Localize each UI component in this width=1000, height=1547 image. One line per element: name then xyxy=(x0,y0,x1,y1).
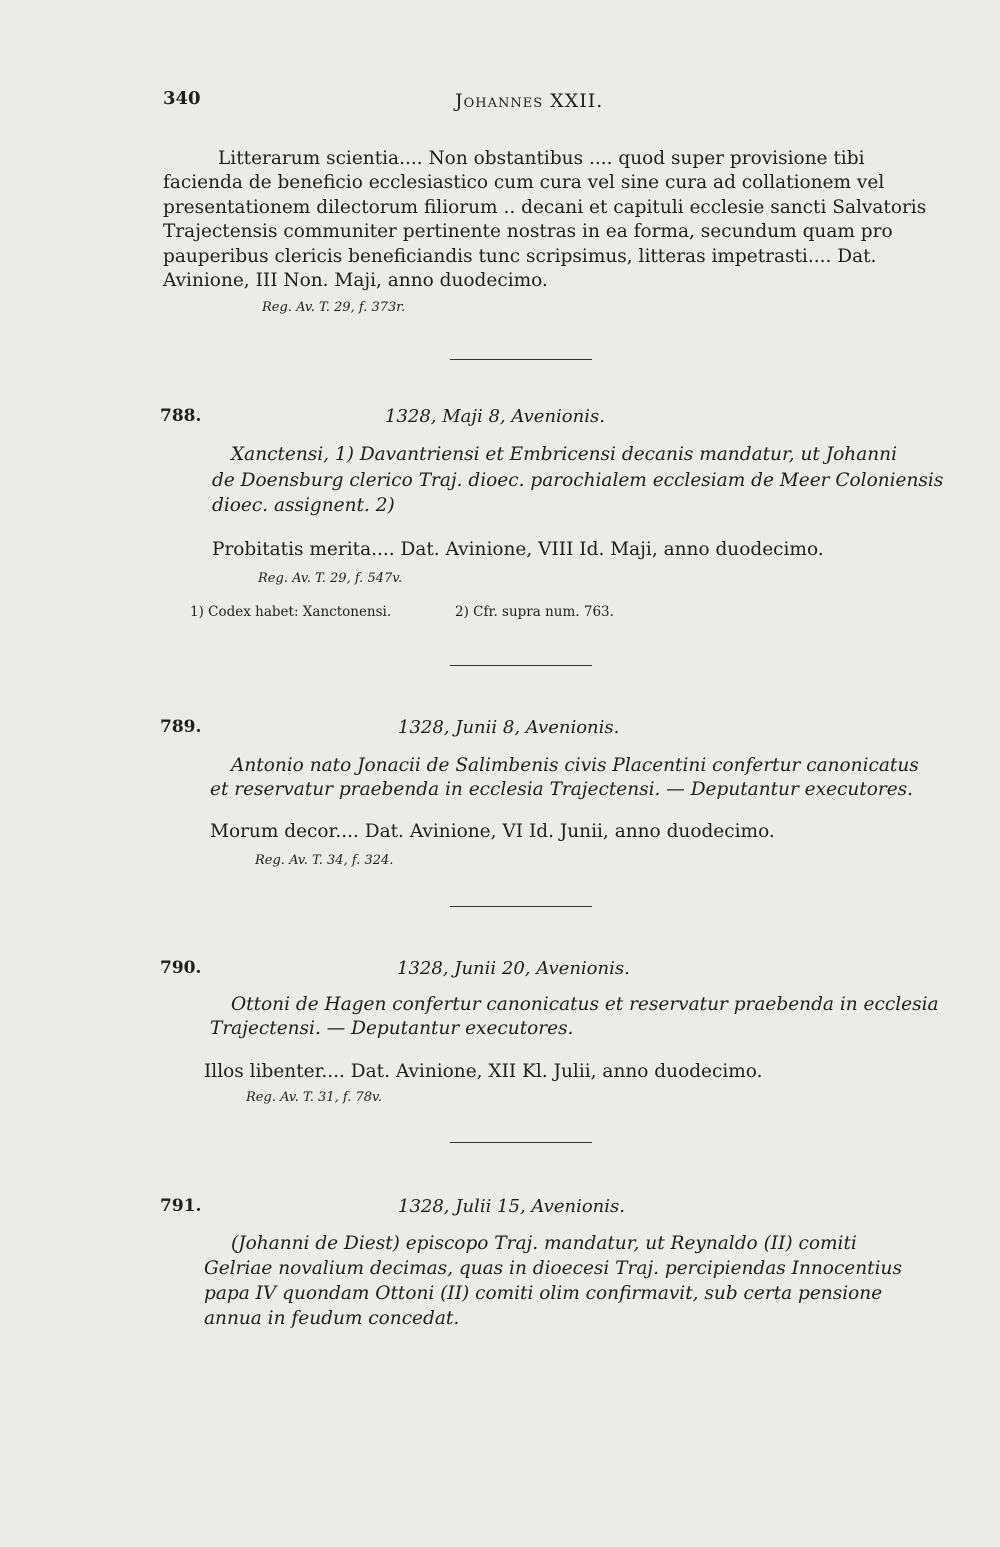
entry-number: 791. xyxy=(160,1196,202,1216)
entry-date: 1328, Julii 15, Avenionis. xyxy=(398,1196,625,1217)
entry-summary-line: Trajectensi. — Deputantur executores. xyxy=(210,1018,574,1039)
entry-summary-line: Gelriae novalium decimas, quas in dioecesi Traj. percipiendas Innocentius xyxy=(204,1258,902,1279)
entry-summary-line: annua in feudum concedat. xyxy=(204,1308,460,1329)
entry-summary-line: Ottoni de Hagen confertur canonicatus et reservatur praebenda in ecclesia xyxy=(231,994,939,1015)
footnote: 2) Cfr. supra num. 763. xyxy=(455,604,614,620)
entry-date: 1328, Junii 20, Avenionis. xyxy=(397,958,630,979)
section-divider xyxy=(450,1142,592,1143)
running-title: Johannes XXII. xyxy=(455,90,604,112)
entry-text: Illos libenter.... Dat. Avinione, XII Kl. Julii, anno duodecimo. xyxy=(204,1061,763,1082)
page-number: 340 xyxy=(163,88,201,109)
intro-line: Trajectensis communiter pertinente nostras in ea forma, secundum quam pro xyxy=(163,221,893,242)
entry-summary-line: Antonio nato Jonacii de Salimbenis civis Placentini confertur canonicatus xyxy=(231,755,919,776)
entry-number: 790. xyxy=(160,958,202,978)
entry-date: 1328, Maji 8, Avenionis. xyxy=(385,406,605,427)
intro-line: facienda de beneficio ecclesiastico cum cura vel sine cura ad collationem vel xyxy=(163,172,885,193)
section-divider xyxy=(450,665,592,666)
section-divider xyxy=(450,359,592,360)
register-reference: Reg. Av. T. 31, f. 78v. xyxy=(246,1090,382,1105)
entry-number: 789. xyxy=(160,717,202,737)
intro-line: Litterarum scientia.... Non obstantibus .... quod super provisione tibi xyxy=(218,148,865,169)
entry-text: Morum decor.... Dat. Avinione, VI Id. Junii, anno duodecimo. xyxy=(210,821,775,842)
register-reference: Reg. Av. T. 29, f. 373r. xyxy=(262,300,406,315)
entry-summary-line: Xanctensi, 1) Davantriensi et Embricensi decanis mandatur, ut Johanni xyxy=(231,444,897,465)
entry-number: 788. xyxy=(160,406,202,426)
intro-line: Avinione, III Non. Maji, anno duodecimo. xyxy=(163,270,548,291)
entry-summary-line: et reservatur praebenda in ecclesia Trajectensi. — Deputantur executores. xyxy=(210,779,914,800)
intro-line: pauperibus clericis beneficiandis tunc scripsimus, litteras impetrasti.... Dat. xyxy=(163,246,877,267)
entry-summary-line: papa IV quondam Ottoni (II) comiti olim confirmavit, sub certa pensione xyxy=(204,1283,883,1304)
intro-line: presentationem dilectorum filiorum .. decani et capituli ecclesie sancti Salvatoris xyxy=(163,197,927,218)
section-divider xyxy=(450,906,592,907)
entry-date: 1328, Junii 8, Avenionis. xyxy=(398,717,620,738)
register-reference: Reg. Av. T. 29, f. 547v. xyxy=(258,571,403,586)
entry-text: Probitatis merita.... Dat. Avinione, VIII Id. Maji, anno duodecimo. xyxy=(212,539,824,560)
footnote: 1) Codex habet: Xanctonensi. xyxy=(190,604,392,620)
entry-summary-line: dioec. assignent. 2) xyxy=(212,495,395,516)
register-reference: Reg. Av. T. 34, f. 324. xyxy=(255,853,394,868)
entry-summary-line: de Doensburg clerico Traj. dioec. parochialem ecclesiam de Meer Coloniensis xyxy=(212,470,944,491)
entry-summary-line: (Johanni de Diest) episcopo Traj. mandatur, ut Reynaldo (II) comiti xyxy=(231,1233,857,1254)
